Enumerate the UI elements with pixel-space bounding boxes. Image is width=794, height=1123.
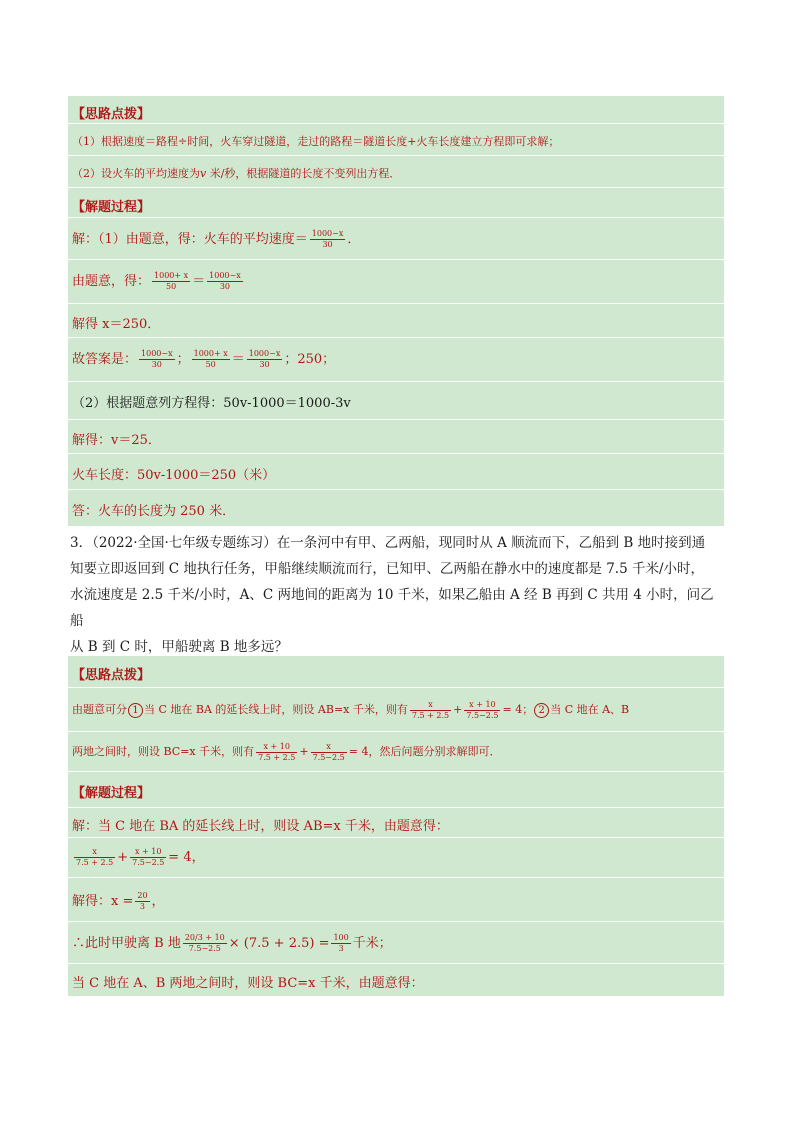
solution-line-7: 火车长度：50v-1000＝250（米） <box>72 468 276 483</box>
row <box>68 732 724 772</box>
row <box>68 260 724 304</box>
row <box>68 188 724 218</box>
row <box>68 420 724 454</box>
solution-line-1: 解：（1）由题意，得：火车的平均速度＝ $\frac{1000-x}{30}$ ． <box>72 229 361 249</box>
solution2-line-1: 解：当 C 地在 BA 的延长线上时，则设 AB=x 千米，由题意得： <box>72 819 449 834</box>
row <box>68 964 724 996</box>
row <box>68 218 724 260</box>
row <box>68 304 724 338</box>
solution-panel-1 <box>68 96 724 526</box>
circled-number: 2 <box>534 703 549 718</box>
circled-number: 1 <box>128 703 143 718</box>
problem-3 <box>70 530 726 660</box>
row <box>68 490 724 526</box>
row <box>68 808 724 838</box>
solution-panel-2 <box>68 656 724 996</box>
solution-line-5: （2）根据题意列方程得：50v-1000＝1000-3v <box>72 396 351 411</box>
hint2-line-1: 由题意可分 1 当 C 地在 BA 的延长线上时，则设 AB=x 千米，则有 $\frac{x}{7.5 + 2.5}$ + $\frac{x + 10}{7.5-2.5}$ = 4； 2 当 C 地在 A、B <box>72 700 630 720</box>
solution2-line-5: 当 C 地在 A、B 两地之间时，则设 BC=x 千米，由题意得： <box>72 976 424 991</box>
hint-title-2: 【思路点拨】 <box>72 668 151 683</box>
row <box>68 338 724 382</box>
row <box>68 688 724 732</box>
solution-line-8: 答：火车的长度为 250 米． <box>72 504 236 519</box>
row <box>68 156 724 188</box>
row <box>68 382 724 420</box>
solution-title-2: 【解题过程】 <box>72 786 151 801</box>
row <box>68 772 724 808</box>
problem-line-1: 3．（2022·全国·七年级专题练习）在一条河中有甲、乙两船，现同时从 A 顺流而下，乙船到 B 地时接到通 <box>70 535 706 551</box>
row <box>68 878 724 922</box>
row <box>68 838 724 878</box>
row <box>68 96 724 124</box>
solution-line-2: 由题意，得： $\frac{1000+ x}{50}$ ＝ $\frac{1000-x}{30}$ <box>72 271 241 291</box>
solution-line-6: 解得：v＝25． <box>72 433 161 448</box>
row <box>68 454 724 490</box>
hint-line-1: （1）根据速度＝路程÷时间，火车穿过隧道，走过的路程＝隧道长度+火车长度建立方程即可求解； <box>72 135 560 148</box>
row <box>68 922 724 964</box>
hint-title: 【思路点拨】 <box>72 107 151 122</box>
hint-line-2: （2）设火车的平均速度为v 米/秒，根据隧道的长度不变列出方程． <box>72 167 401 180</box>
hint2-line-2: 两地之间时，则设 BC=x 千米，则有 $\frac{x + 10}{7.5 + 2.5}$ + $\frac{x}{7.5-2.5}$ = 4，然后问题分别求解即可． <box>72 742 501 762</box>
solution2-line-4: ∴此时甲驶离 B 地 $\frac{20/3 + 10}{7.5-2.5}$ × (7.5 + 2.5) = $\frac{100}{3}$ 千米； <box>72 933 392 953</box>
row <box>68 124 724 156</box>
solution2-line-2: $\frac{x}{7.5 + 2.5}$ + $\frac{x + 10}{7.5-2.5}$ = 4， <box>76 847 205 867</box>
solution-title: 【解题过程】 <box>72 200 151 215</box>
problem-line-2: 知要立即返回到 C 地执行任务，甲船继续顺流而行，已知甲、乙两船在静水中的速度都是 7.5 千米/小时， <box>70 561 705 577</box>
solution2-line-3: 解得：x = $\frac{20}{3}$ ， <box>72 891 165 911</box>
problem-line-4: 从 B 到 C 时，甲船驶离 B 地多远？ <box>70 639 288 655</box>
row <box>68 656 724 688</box>
problem-line-3: 水流速度是 2.5 千米/小时，A、C 两地间的距离为 10 千米，如果乙船由 A 经 B 再到 C 共用 4 小时，问乙船 <box>70 587 714 629</box>
solution-line-4: 故答案是： $\frac{1000-x}{30}$ ； $\frac{1000+ x}{50}$ ＝ $\frac{1000-x}{30}$ ；250； <box>72 349 336 369</box>
solution-line-3: 解得 x＝250． <box>72 317 161 332</box>
